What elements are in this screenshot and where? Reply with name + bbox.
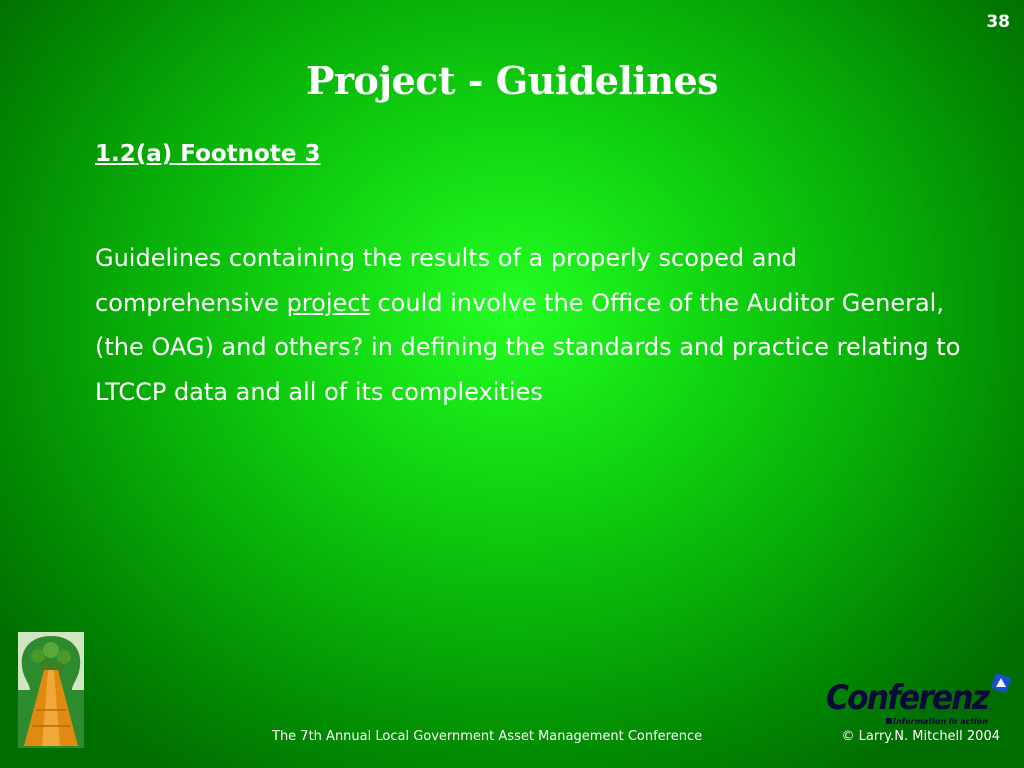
body-text-part2: could involve the Office of the Auditor General, (the OAG) and others? in defining the standards and practice relating to LTCCP data and all of its complexities [95,288,961,406]
logo-tagline: Information in action [886,717,988,726]
body-text-part1: Guidelines containing the results of a properly scoped and comprehensive [95,244,797,317]
logo-wordmark: Conferenz [826,678,989,718]
conferenz-logo [824,672,1014,730]
tree-logo-icon [16,630,86,750]
conferenz-mark-icon [990,672,1012,694]
tagline-square-icon [886,718,892,724]
project-link[interactable]: project [286,288,370,317]
footer-conference: The 7th Annual Local Government Asset Management Conference [272,729,703,744]
body-paragraph [95,236,975,414]
slide-subtitle: 1.2(a) Footnote 3 [95,141,321,167]
slide-title: Project - Guidelines [305,58,719,103]
slide-number: 38 [986,12,1010,32]
footer-copyright: © Larry.N. Mitchell 2004 [841,729,1000,744]
